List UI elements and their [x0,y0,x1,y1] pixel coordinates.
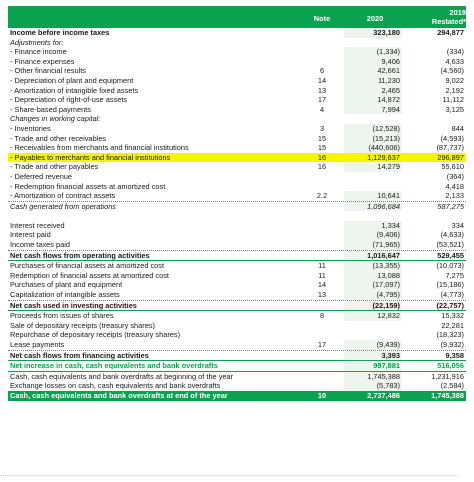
table-row [8,340,466,350]
table-row [8,271,466,281]
value-2020: (1,334) [344,47,402,57]
value-2019: 587,275 [437,201,464,211]
row-label: Net cash flows from operating activities [10,250,150,260]
value-2020: (4,795) [344,290,402,300]
row-label: Repurchase of depositary receipts (treasury shares) [10,330,181,340]
table-header [8,6,466,28]
row-label: Proceeds from issues of shares [10,311,114,321]
table-row [8,360,466,372]
row-note: 8 [319,311,325,321]
table-row [8,95,466,105]
value-2019: 9,358 [445,350,464,360]
row-label: Redemption of financial assets at amortized cost [10,270,169,280]
value-2020: 14,279 [344,162,402,172]
row-note: 2.2 [316,191,328,201]
row-note: 14 [317,280,327,290]
row-label: - Redemption financial assets at amortized cost [10,181,166,191]
year-2020-column-header: 2020 [366,14,384,23]
row-label: - Trade and other receivables [10,133,107,143]
value-2020: (9,439) [344,340,402,350]
row-label: - Depreciation of plant and equipment [10,75,134,85]
value-2020: (5,783) [344,381,402,391]
row-label: Cash, cash equivalents and bank overdrafts at end of the year [10,390,228,400]
table-row [8,201,466,212]
value-2020: 10,641 [344,191,402,201]
table-row [8,28,466,38]
row-label: Income before income taxes [10,28,110,37]
statement-rows [8,28,466,401]
row-label: Cash generated from operations [10,201,116,211]
value-2019: 15,332 [441,311,464,321]
value-2020: 1,745,388 [344,372,402,382]
value-2019: (334) [446,47,464,57]
value-2019: (364) [446,171,464,181]
table-row [8,162,466,172]
row-label: Changes in working capital: [10,114,101,124]
value-2019: 529,455 [437,250,464,260]
table-row [8,105,466,115]
table-row [8,381,466,391]
table-row [8,310,466,321]
value-2019: 2,192 [445,85,464,95]
value-2020: (15,213) [344,134,402,144]
row-label: Interest received [10,220,65,230]
row-note: 14 [317,75,327,85]
year-2019-column-header [408,8,466,26]
value-2020: (22,159) [344,301,402,311]
value-2019: 296,897 [437,152,464,162]
row-note: 17 [317,95,327,105]
value-2019: 2,133 [445,191,464,201]
row-note: 11 [318,270,326,280]
table-row [8,260,466,271]
table-row [8,300,466,311]
value-2020: (12,528) [344,124,402,134]
value-2020: (440,606) [344,143,402,153]
row-label: Lease payments [10,340,65,349]
value-2020: (13,355) [344,261,402,271]
value-2019: (9,932) [440,340,464,349]
table-row [8,240,466,250]
value-2020: (9,406) [344,230,402,240]
row-label: Net cash used in investing activities [10,300,137,310]
value-2019: 844 [451,123,464,133]
table-row [8,134,466,144]
row-label: - Finance income [10,47,67,57]
value-2020: 1,334 [344,221,402,231]
value-2020: 12,832 [344,311,402,321]
row-note: 15 [317,143,327,153]
row-note: 15 [317,133,327,143]
row-label: - Finance expenses [10,56,75,66]
table-row [8,290,466,300]
value-2019: 1,231,916 [431,371,464,381]
value-2019: (10,073) [436,261,464,271]
row-note: 17 [317,340,327,349]
table-row [8,321,466,331]
row-label: Exchange losses on cash, cash equivalents and bank overdrafts [10,381,221,391]
value-2020: 9,406 [344,57,402,67]
table-row [8,280,466,290]
value-2019: 55,610 [441,162,464,172]
row-label: Income taxes paid [10,240,70,250]
table-row [8,182,466,192]
table-row [8,57,466,67]
value-2019: 9,022 [445,75,464,85]
row-label: Adjustments for: [10,37,64,47]
value-2019: (4,773) [440,290,464,300]
value-2020: 3,393 [344,351,402,361]
row-note: 4 [319,104,325,114]
row-label: Net increase in cash, cash equivalents and bank overdrafts [10,361,218,371]
value-2019: 1,745,388 [408,391,464,401]
value-2020: 2,465 [344,86,402,96]
row-label: - Inventories [10,123,51,133]
row-note: 13 [317,290,327,300]
table-row [8,391,466,401]
table-row [8,114,466,124]
value-2020: 14,872 [344,95,402,105]
value-2019: 516,056 [437,361,464,371]
row-label: - Amortization of contract assets [10,191,116,201]
value-2020: 7,994 [344,105,402,115]
value-2019: (53,521) [436,240,464,250]
footer-divider [0,475,458,478]
cash-flow-statement [8,6,466,401]
value-2019: 7,275 [445,270,464,280]
value-2020: 2,737,486 [344,391,402,401]
table-row [8,191,466,201]
table-row [8,66,466,76]
row-label: Purchases of financial assets at amortized cost [10,261,165,271]
row-note: 16 [317,162,327,172]
table-row [8,221,466,231]
table-row [8,230,466,240]
row-label: - Receivables from merchants and financial institutions [10,143,189,153]
value-2020: 13,088 [344,271,402,281]
value-2020: 42,661 [344,66,402,76]
table-row [8,124,466,134]
value-2020: (17,097) [344,280,402,290]
table-row [8,38,466,48]
table-row [8,350,466,361]
table-row [8,143,466,153]
value-2019: 334 [451,220,464,230]
row-label: - Depreciation of right-of-use assets [10,95,128,105]
value-2019: (2,584) [440,381,464,391]
value-2020: 1,096,684 [344,202,402,212]
value-2019: (18,323) [436,330,464,340]
row-label: Purchases of plant and equipment [10,280,123,290]
row-note: 10 [317,390,327,400]
value-2019: 22,281 [441,320,464,330]
row-label: - Share-based payments [10,104,91,114]
value-2019: (4,560) [440,66,464,76]
table-row [8,330,466,340]
row-note: 13 [317,85,327,95]
year-2019-label: 2019 [449,8,466,17]
row-label: Net cash flows from financing activities [10,350,149,360]
table-row [8,86,466,96]
table-row [8,211,466,221]
row-note: 16 [317,152,327,162]
value-2020: (71,965) [344,240,402,250]
row-label: Sale of depositary receipts (treasury shares) [10,320,156,330]
restated-label: Restated* [431,17,466,26]
row-label: - Amortization of intangible fixed assets [10,85,139,95]
value-2019: 4,418 [445,181,464,191]
table-row [8,47,466,57]
row-note: 11 [318,261,326,271]
value-2020: 323,180 [344,28,402,38]
value-2019: (15,186) [436,280,464,290]
row-label: Cash, cash equivalents and bank overdrafts at beginning of the year [10,371,234,381]
value-2020: 1,129,637 [344,153,402,163]
row-label: - Other financial results [10,66,86,76]
value-2019: 294,877 [437,28,464,37]
table-row [8,76,466,86]
table-row [8,172,466,182]
row-label: - Payables to merchants and financial institutions [10,152,171,162]
row-label: Capitalization of intangible assets [10,290,120,300]
row-label: Interest paid [10,230,51,240]
value-2019: (4,593) [440,133,464,143]
value-2019: (87,737) [436,143,464,153]
value-2020: 11,230 [344,76,402,86]
note-column-header: Note [313,14,331,23]
value-2019: (4,633) [440,230,464,240]
value-2019: (22,757) [436,300,464,310]
value-2020: 997,881 [344,361,402,371]
row-note: 3 [319,123,325,133]
table-row [8,153,466,163]
row-label: - Deferred revenue [10,171,73,181]
value-2019: 11,112 [442,95,464,105]
value-2020: 1,016,647 [344,251,402,261]
table-row [8,250,466,261]
value-2019: 3,125 [445,104,464,114]
row-label: - Trade and other payables [10,162,99,172]
row-note: 6 [319,66,325,76]
table-row [8,372,466,382]
value-2019: 4,633 [445,56,464,66]
